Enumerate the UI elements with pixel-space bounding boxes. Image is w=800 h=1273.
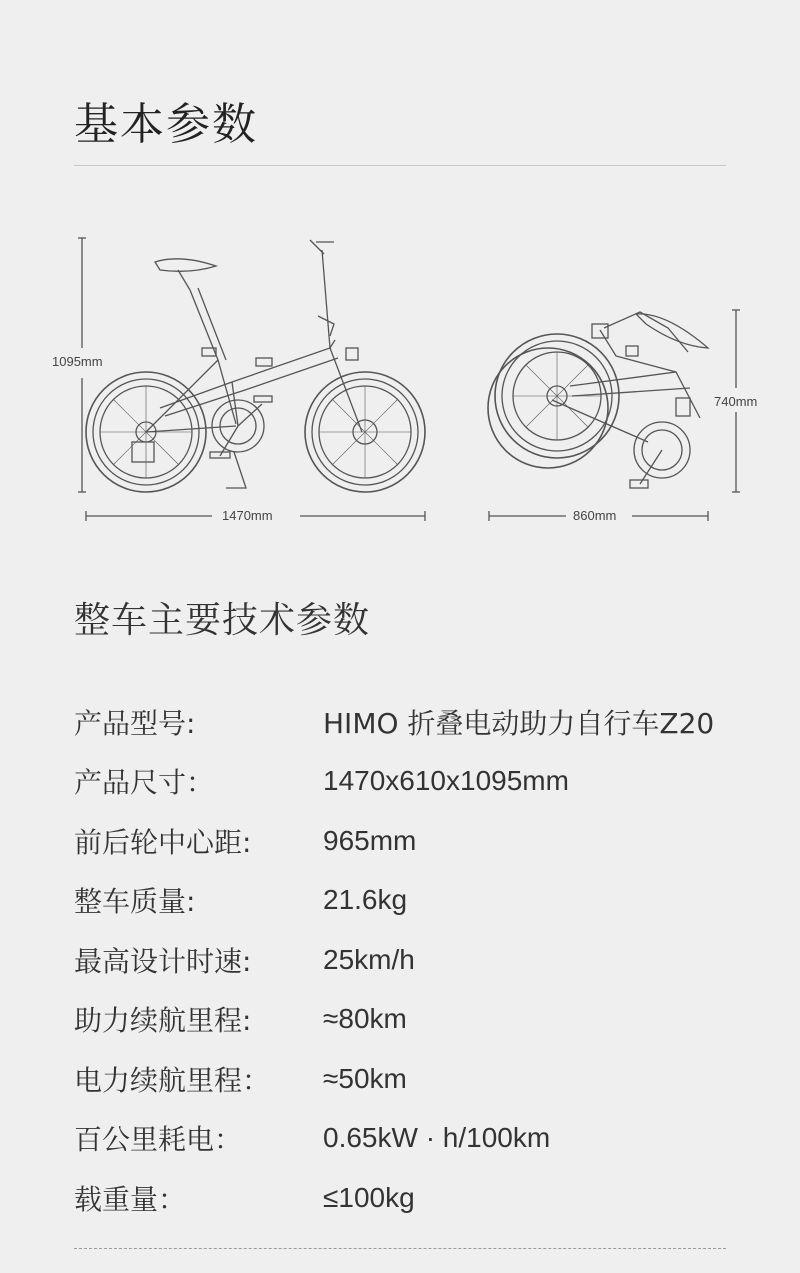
unfolded-length-label: 1470mm: [222, 508, 273, 523]
spec-row-top-speed: [74, 930, 754, 990]
folded-height-label: 740mm: [714, 394, 758, 409]
spec-label: 电力续航里程：: [74, 1063, 271, 1097]
spec-label: 产品型号:: [74, 706, 196, 740]
spec-label: 产品尺寸：: [74, 766, 215, 800]
folded-length-label: 860mm: [573, 508, 617, 523]
spec-row-max-load: [74, 1168, 754, 1228]
section-subtitle: 整车主要技术参数: [74, 600, 371, 641]
spec-value: 25km/h: [323, 943, 415, 975]
spec-value: ≈80km: [323, 1003, 407, 1035]
page-title: 基本参数: [74, 99, 258, 150]
folded-bike-drawing: [488, 312, 708, 488]
bike-dimension-diagram: [0, 220, 800, 530]
spec-row-power-consumption: [74, 1109, 754, 1169]
spec-label: 载重量：: [74, 1182, 187, 1216]
spec-label: 助力续航里程:: [74, 1004, 252, 1038]
unfolded-bike-drawing: [86, 240, 425, 492]
bottom-dashed-divider: [74, 1248, 726, 1249]
spec-value: HIMO 折叠电动助力自行车Z20: [323, 706, 715, 740]
spec-row-dimensions: [74, 752, 754, 812]
spec-value: 965mm: [323, 824, 417, 856]
spec-value: 1470x610x1095mm: [323, 765, 569, 797]
spec-label: 前后轮中心距:: [74, 825, 252, 859]
spec-row-electric-range: [74, 1049, 754, 1109]
spec-value: ≈50km: [323, 1062, 407, 1094]
spec-label: 百公里耗电：: [74, 1123, 243, 1157]
spec-row-weight: [74, 871, 754, 931]
unfolded-height-label: 1095mm: [52, 354, 103, 369]
spec-row-model: [74, 692, 754, 752]
spec-row-wheelbase: [74, 811, 754, 871]
spec-value: 0.65kW · h/100km: [323, 1122, 551, 1154]
spec-label: 最高设计时速:: [74, 944, 252, 978]
spec-value: 21.6kg: [323, 884, 408, 916]
spec-list: [74, 692, 754, 1228]
title-divider: [74, 165, 726, 166]
spec-row-assist-range: [74, 990, 754, 1050]
spec-label: 整车质量:: [74, 885, 196, 919]
spec-value: ≤100kg: [323, 1181, 415, 1213]
